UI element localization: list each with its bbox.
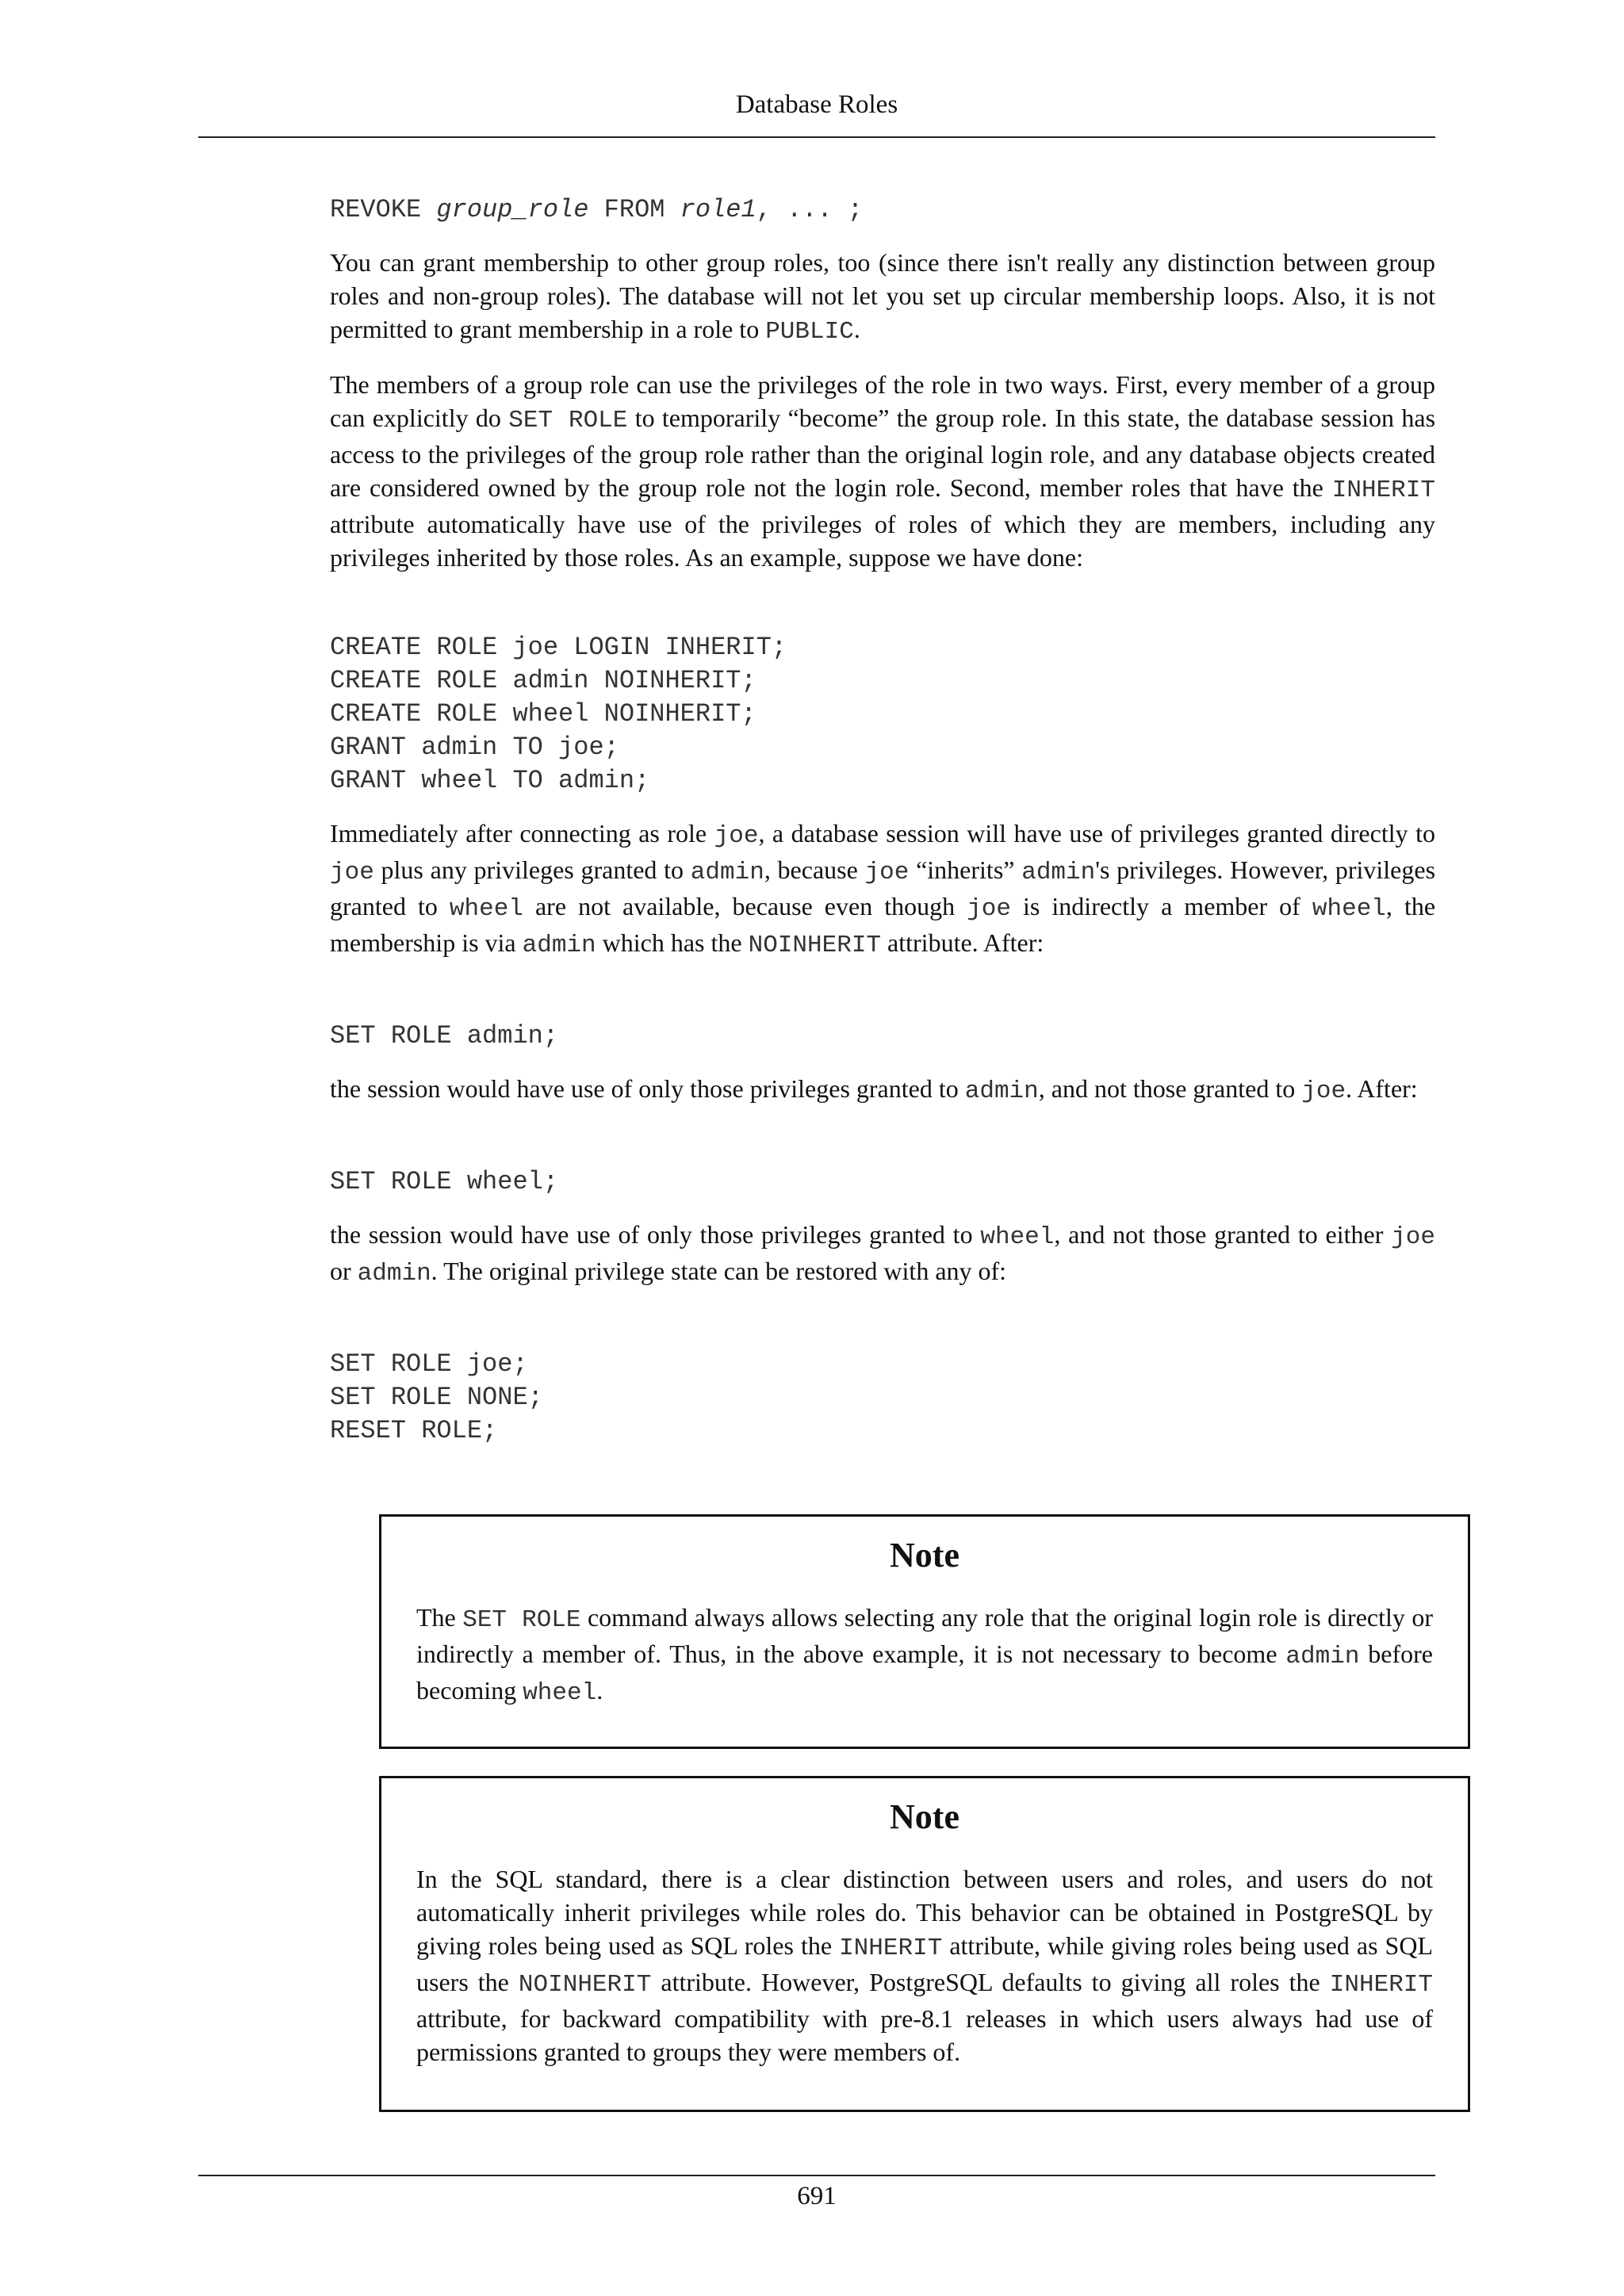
note-box-set-role	[379, 1514, 1470, 1749]
text-run: “inherits”	[909, 855, 1022, 884]
text-run: to temporarily “become” the group role. In this state, the database session has access to the privileges of the group role rather than the original login role, and any database objects created are considered owned by the group role not the login role. Second, member roles that have the	[330, 404, 1436, 502]
paragraph-privileges-usage	[330, 368, 1435, 574]
code-block-create-roles: CREATE ROLE joe LOGIN INHERIT; CREATE ROLE admin NOINHERIT; CREATE ROLE wheel NOINHERIT; GRANT admin TO joe; GRANT wheel TO admin;	[330, 633, 787, 795]
text-run: the session would have use of only those privileges granted to	[330, 1220, 981, 1249]
literal-admin: admin	[1021, 859, 1096, 886]
code-replaceable: role1	[680, 195, 756, 224]
literal-wheel: wheel	[449, 895, 523, 923]
code-block-set-role-wheel: SET ROLE wheel;	[330, 1167, 559, 1196]
literal-joe: joe	[714, 822, 759, 850]
text-run: , a database session will have use of privileges granted directly to	[758, 819, 1436, 848]
text-run: or	[330, 1257, 358, 1285]
code-keyword: REVOKE	[330, 195, 437, 224]
text-run: . After:	[1346, 1074, 1418, 1103]
running-header: Database Roles	[735, 90, 898, 119]
literal-inherit: INHERIT	[1329, 1971, 1434, 1999]
note-body	[416, 1862, 1433, 2068]
paragraph-inheritance-example	[330, 817, 1435, 962]
code-block-set-role-admin: SET ROLE admin;	[330, 1021, 559, 1050]
text-run: The members of a group role can use the privileges of the role in two ways. First, every member of a group can explicitly do	[330, 370, 1435, 432]
literal-inherit: INHERIT	[1331, 476, 1435, 504]
literal-admin: admin	[690, 859, 764, 886]
text-run: which has the	[596, 928, 749, 957]
paragraph-group-membership	[330, 246, 1435, 349]
note-title: Note	[890, 1797, 959, 1836]
text-run: Immediately after connecting as role	[330, 819, 714, 848]
literal-noinherit: NOINHERIT	[748, 932, 882, 959]
text-run: are not available, because even though	[523, 892, 967, 920]
literal-joe: joe	[864, 859, 910, 886]
text-run: You can grant membership to other group roles, too (since there isn't really any distinction between group roles and non-group roles). The database will not let you set up circular membership loops. Also, it is not permitted to grant membership in a role to	[330, 248, 1435, 343]
text-run: the session would have use of only those privileges granted to	[330, 1074, 965, 1103]
footer-divider	[198, 2175, 1435, 2176]
text-run: . The original privilege state can be restored with any of:	[431, 1257, 1007, 1285]
text-run: .	[853, 315, 860, 343]
text-run: attribute, for backward compatibility with pre-8.1 releases in which users always had use of permissions granted to groups they were members of.	[416, 2004, 1433, 2066]
literal-admin: admin	[357, 1260, 431, 1288]
literal-set-role: SET ROLE	[508, 407, 628, 434]
code-keyword: FROM	[588, 195, 680, 224]
text-run: attribute. However, PostgreSQL defaults to giving all roles the	[651, 1968, 1330, 1996]
paragraph-after-wheel	[330, 1218, 1435, 1291]
text-run: plus any privileges granted to	[373, 855, 691, 884]
text-run: , and not those granted to either	[1054, 1220, 1392, 1249]
text-run: In the SQL standard, there is a clear distinction between users and roles, and users do not automatically inherit privileges while roles do. This behavior can be obtained in PostgreSQL by giving roles being used as SQL roles the	[416, 1865, 1433, 1960]
code-replaceable: group_role	[436, 195, 589, 224]
text-run: , because	[764, 855, 865, 884]
text-run: , the membership is via	[330, 892, 1436, 957]
text-run: attribute. After:	[881, 928, 1044, 957]
literal-admin: admin	[522, 932, 596, 959]
note-box-sql-standard	[379, 1776, 1470, 2112]
literal-wheel: wheel	[523, 1679, 597, 1707]
text-run: 's privileges. However, privileges granted to	[330, 855, 1436, 920]
literal-joe: joe	[1391, 1223, 1436, 1251]
literal-noinherit: NOINHERIT	[518, 1971, 652, 1999]
note-body	[416, 1601, 1433, 1710]
literal-wheel: wheel	[1312, 895, 1386, 923]
text-run: attribute, while giving roles being used as SQL users the	[416, 1931, 1433, 1996]
main-content	[330, 193, 1435, 1467]
code-tail: , ... ;	[756, 195, 864, 224]
text-run: .	[596, 1676, 603, 1705]
text-run: attribute automatically have use of the privileges of roles of which they are members, including any privileges inherited by those roles. As an example, suppose we have done:	[330, 510, 1435, 572]
text-run: is indirectly a member of	[1011, 892, 1312, 920]
literal-joe: joe	[967, 895, 1011, 923]
revoke-synopsis	[330, 193, 1435, 227]
literal-inherit: INHERIT	[839, 1934, 943, 1962]
header-divider	[198, 136, 1435, 138]
literal-admin: admin	[1285, 1643, 1360, 1670]
literal-public: PUBLIC	[765, 318, 854, 346]
paragraph-after-admin	[330, 1072, 1435, 1108]
literal-joe: joe	[1301, 1077, 1346, 1105]
text-run: , and not those granted to	[1038, 1074, 1302, 1103]
text-run: before becoming	[416, 1640, 1434, 1705]
literal-set-role: SET ROLE	[462, 1606, 581, 1634]
literal-admin: admin	[964, 1077, 1039, 1105]
literal-joe: joe	[330, 859, 374, 886]
code-block-restore-role: SET ROLE joe; SET ROLE NONE; RESET ROLE;	[330, 1349, 543, 1445]
text-run: command always allows selecting any role that the original login role is directly or indirectly a member of. Thus, in the above example, it is not necessary to become	[416, 1603, 1434, 1668]
text-run: The	[416, 1603, 463, 1632]
note-title: Note	[890, 1536, 959, 1575]
literal-wheel: wheel	[980, 1223, 1055, 1251]
page-number: 691	[797, 2182, 837, 2210]
